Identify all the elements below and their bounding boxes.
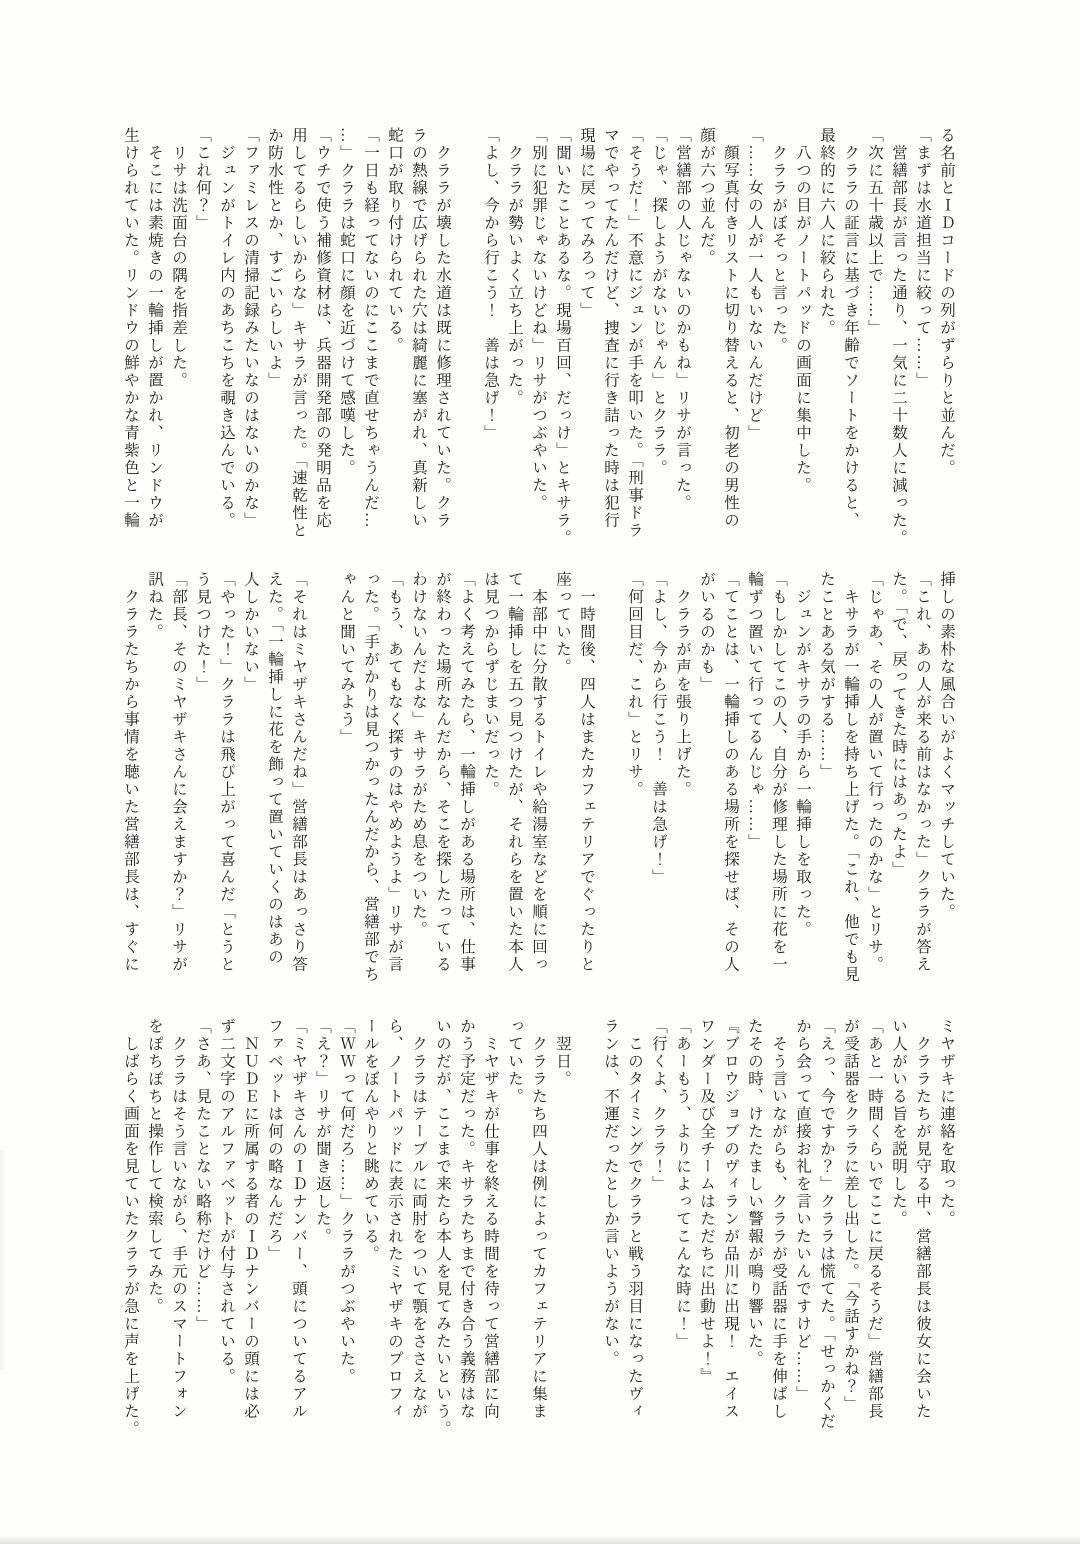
text-column: かう予定だった。キサラたちまで付き合う義務はな [458,1018,475,1421]
text-band-top [118,127,958,551]
text-column: わけないんだよな」キサラがため息をついた。 [410,571,427,939]
text-column: 『ブロウジョブのヴィランが品川に出現！ エイス [722,1018,739,1421]
text-column: は見つからずじまいだった。 [482,571,499,799]
text-column: た。「で、戻ってきた時にはあったよ」 [890,571,907,879]
text-column: 訊ねた。 [146,571,163,641]
text-column: ＮＵＤＥに所属する者のＩＤナンバーの頭には必 [242,1018,259,1421]
text-column: 「ファミレスの清掃記録みたいなのはないのかな」 [242,127,259,530]
text-column: 「そうだ！」不意にジュンが手を叩いた。「刑事ドラ [626,127,643,540]
text-column: 「やった！」クララは飛び上がって喜んだ「とうと [218,571,235,974]
text-column: 生けられていた。リンドウの鮮やかな青紫色と一輪 [122,127,139,530]
text-column: そこには素焼きの一輪挿しが置かれ、リンドウが [146,127,163,530]
text-column: 「よく考えてみたら、一輪挿しがある場所は、仕事 [458,571,475,974]
text-column: 「よし、今から行こう！ 善は急げ！」 [650,571,667,886]
text-column: る名前とＩＤコードの列がずらりと並んだ。 [938,127,955,477]
text-column: 「聞いたことあるな。現場百回、だっけ」とキサラ。 [554,127,571,547]
text-column: クララはテーブルに両肘をついて顎をささえなが [410,1018,427,1421]
text-column: ジュンがトイレ内のあちこちを覗き込んでいる。 [218,127,235,530]
text-column: 「ＷＷって何だろ……」クララがつぶやいた。 [338,1018,355,1386]
text-column: 「これ何？」 [194,127,211,232]
text-column: 「次に五十歳以上で……」 [866,127,883,337]
text-column: 「あと一時間くらいでここに戻るそうだ」営繕部長 [866,1018,883,1421]
text-column: クララが壊した水道は既に修理されていた。クラ [434,127,451,530]
text-column: ミヤザキが仕事を終える時間を待って営繕部に向 [482,1018,499,1421]
text-column: 用してるらしいからな」キサラが言った。「速乾性と [290,127,307,540]
text-column: 「てことは、一輪挿しのある場所を探せば、その人 [722,571,739,974]
text-column: 「えっ、今ですか？」クララは慌てた。「せっかくだ [818,1018,835,1431]
text-column: 「これ、あの人が来る前はなかった」クララが答え [914,571,931,974]
text-column: えた。「一輪挿しに花を飾って置いていくのはあの [266,571,283,966]
text-column: 「行くよ、クララ！」 [650,1018,667,1193]
text-column: そう言いながらも、クララが受話器に手を伸ばし [770,1018,787,1421]
scan-edge-smudge [0,1150,6,1370]
text-column: クララたちが見守る中、営繕部長は彼女に会いた [914,1018,931,1421]
text-column: 本部中に分散するトイレや給湯室などを順に回っ [530,571,547,974]
text-column: から会って直接お礼を言いたいんですけど……」 [794,1018,811,1403]
text-column: 「さあ、見たことない略称だけど……」 [194,1018,211,1333]
blank-column [574,1018,598,1442]
text-column: 「よし、今から行こう！ 善は急げ！」 [482,127,499,442]
text-column: 「ウチで使う補修資材は、兵器開発部の発明品を応 [314,127,331,530]
text-column: ファベットは何の略なんだろ」 [266,1018,283,1263]
text-column: キサラが一輪挿しを持ち上げた。「これ、他でも見 [842,571,859,984]
text-column: 顔が六つ並んだ。 [698,127,715,267]
text-column: をぽちぽちと操作して検索してみた。 [146,1018,163,1316]
text-column: う見つけた！」 [194,571,211,694]
text-column: 翌日。 [554,1018,571,1088]
text-column: ールをぼんやりと眺めている。 [362,1018,379,1263]
text-column: 輪ずつ置いて行ってるんじゃ……」 [746,571,763,851]
text-column: 「もしかしてこの人、自分が修理した場所に花を一 [770,571,787,974]
text-column: このタイミングでクララと戦う羽目になったヴィ [626,1018,643,1421]
text-column: ら、ノートパッドに表示されたミヤザキのプロフィ [386,1018,403,1421]
text-column: ランは、不運だったとしか言いようがない。 [602,1018,619,1368]
text-column: クララが声を張り上げた。 [674,571,691,799]
text-column: ジュンがキサラの手から一輪挿しを取った。 [794,571,811,939]
blank-column [598,571,622,995]
text-column: クララがぼそっと言った。 [770,127,787,355]
text-column: 「ミヤザキさんのＩＤナンバー、頭についてるアル [290,1018,307,1421]
text-column: が受話器をクララに差し出した。「今話すかね？」 [842,1018,859,1413]
text-column: 「もう、あてもなく探すのはやめようよ」リサが言 [386,571,403,974]
text-column: たことある気がする……」 [818,571,835,781]
text-column: 「別に犯罪じゃないけどね」リサがつぶやいた。 [530,127,547,512]
text-column: 「それはミヤザキさんだね」営繕部長はあっさり答 [290,571,307,974]
text-column: 「営繕部の人じゃないのかもね」リサが言った。 [674,127,691,512]
text-column: 「部長、そのミヤザキさんに会えますか？」リサが [170,571,187,974]
text-column: 「まずは水道担当に絞って……」 [914,127,931,390]
text-column: …」クララは蛇口に顔を近づけて感嘆した。 [338,127,355,477]
text-column: った。「手がかりは見つかったんだから、営繕部でち [362,571,379,984]
page-bottom-edge-shadow [0,1536,1080,1544]
text-column: クララの証言に基づき年齢でソートをかけると、 [842,127,859,530]
text-column: ラの熱線で広げられた穴は綺麗に塞がれ、真新しい [410,127,427,530]
text-column: っていた。 [506,1018,523,1106]
text-column: 「何回目だ、これ」とリサ。 [626,571,643,799]
text-column: ワンダー及び全チームはただちに出動せよ！』 [698,1018,715,1386]
text-column: マでやってたんだけど、捜査に行き詰った時は犯行 [602,127,619,530]
text-column: 「じゃあ、その人が置いて行ったのかな」とリサ。 [866,571,883,974]
text-column: 人しかいない」 [242,571,259,694]
text-column: クララたち四人は例によってカフェテリアに集ま [530,1018,547,1421]
text-column: リサは洗面台の隅を指差した。 [170,127,187,390]
text-column: い人がいる旨を説明した。 [890,1018,907,1228]
text-column: クララはそう言いながら、手元のスマートフォン [170,1018,187,1421]
text-column: て一輪挿しを五つ見つけたが、それらを置いた本人 [506,571,523,974]
text-column: ゃんと聞いてみよう」 [338,571,355,746]
text-column: 蛇口が取り付けられている。 [386,127,403,355]
text-band-middle [118,571,958,995]
text-column: クララが勢いよく立ち上がった。 [506,127,523,407]
text-column: 顔写真付きリストに切り替えると、初老の男性の [722,127,739,530]
text-column: 最終的に六人に絞られた。 [818,127,835,337]
text-column: か防水性とか、すごいらしいよ」 [266,127,283,390]
text-column: 一時間後、四人はまたカフェテリアでぐったりと [578,571,595,974]
text-column: いのだが、ここまで来たら本人を見てみたいという。 [434,1018,451,1438]
text-column: 「一日も経ってないのにここまで直せちゃうんだ… [362,127,379,530]
text-column: 現場に戻ってみろって」 [578,127,595,320]
text-column: が終わった場所なんだから、そこを探したっている [434,571,451,974]
text-column: 八つの目がノートパッドの画面に集中した。 [794,127,811,495]
text-band-bottom [118,1018,958,1442]
text-column: 営繕部長が言った通り、一気に二十数人に減った。 [890,127,907,547]
blank-column [310,571,334,995]
text-column: ず二文字のアルファベットが付与されている。 [218,1018,235,1386]
text-column: 「……女の人が一人もいないんだけど」 [746,127,763,442]
text-column: 「え？」リサが聞き返した。 [314,1018,331,1246]
blank-column [454,127,478,551]
text-column: クララたちから事情を聴いた営繕部長は、すぐに [122,571,139,974]
text-column: しばらく画面を見ていたクララが急に声を上げた。 [122,1018,139,1438]
text-column: 挿しの素朴な風合いがよくマッチしていた。 [938,571,955,921]
text-column: がいるのかも」 [698,571,715,694]
text-column: 「じゃ、探しようがないじゃん」とクララ。 [650,127,667,477]
text-column: たその時、けたたましい警報が鳴り響いた。 [746,1018,763,1368]
text-column: 「あーもう、よりによってこんな時に！」 [674,1018,691,1351]
text-column: ミヤザキに連絡を取った。 [938,1018,955,1228]
text-column: 座っていた。 [554,571,571,676]
